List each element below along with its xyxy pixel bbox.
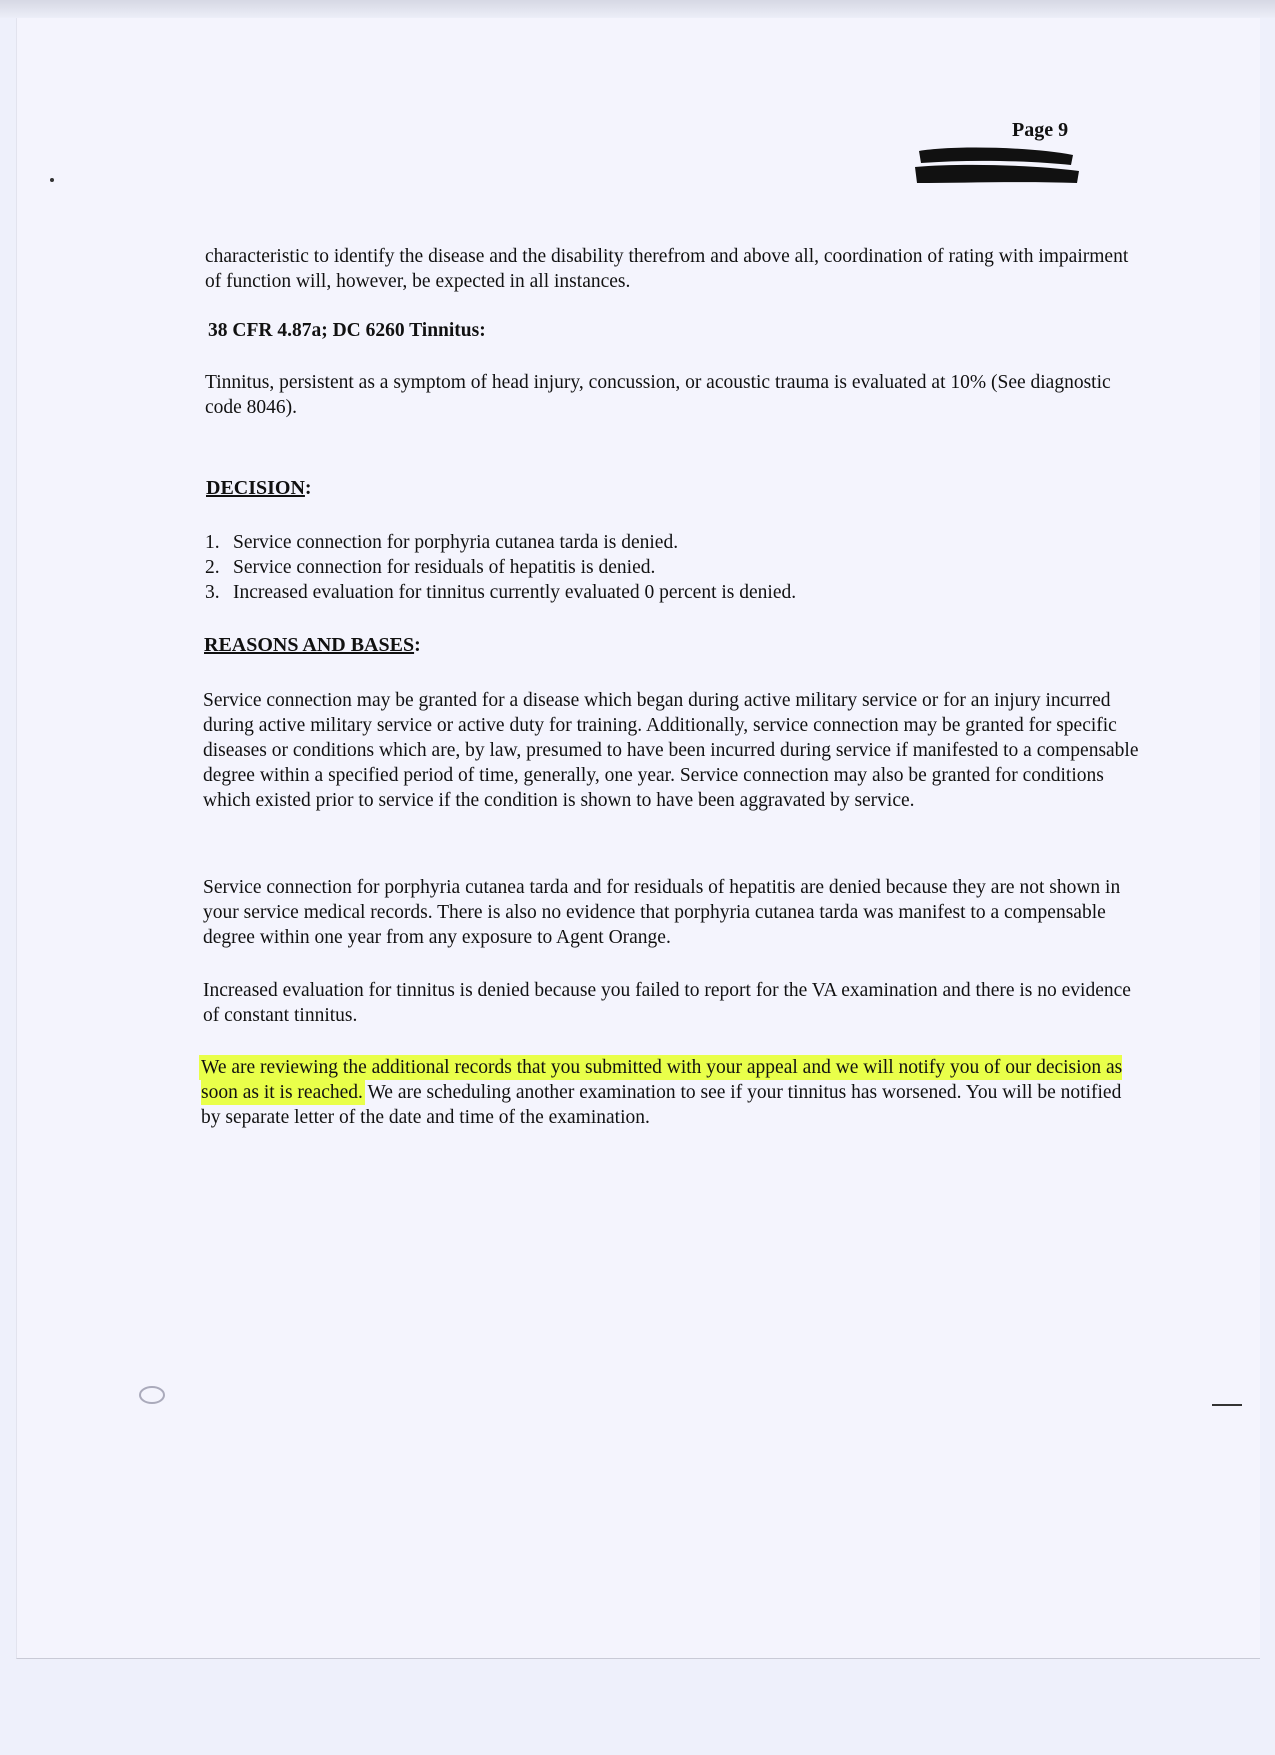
cfr-heading: 38 CFR 4.87a; DC 6260 Tinnitus:	[208, 320, 486, 341]
decision-item	[205, 555, 1105, 580]
reasons-paragraph-1	[203, 688, 1148, 813]
decision-item-text: Increased evaluation for tinnitus currently evaluated 0 percent is denied.	[233, 582, 797, 603]
decision-list	[205, 530, 1105, 605]
reasons-paragraph-3-text: Increased evaluation for tinnitus is denied because you failed to report for the VA examination and there is no evidence of constant tinnitus.	[203, 980, 1131, 1026]
reasons-heading: REASONS AND BASES:	[204, 634, 421, 656]
decision-item-text: Service connection for porphyria cutanea tarda is denied.	[233, 532, 679, 553]
scan-ring-mark	[136, 1384, 168, 1406]
decision-item-number: 2.	[205, 557, 220, 578]
reasons-paragraph-2-text: Service connection for porphyria cutanea tarda and for residuals of hepatitis are denied because they are not shown in your service medical records. There is also no evidence that porphyria cutanea tarda was manifest to a compensable degree within one year from any exposure to Agent Orange.	[203, 877, 1121, 948]
highlighted-text: We are reviewing the additional records that you submitted with your appeal and we will notify you of our decision as soon as it is reached.	[201, 1057, 1123, 1103]
scan-edge-mark	[1212, 1404, 1242, 1406]
page-number: Page 9	[1012, 119, 1069, 141]
redaction-mark	[913, 143, 1081, 189]
reasons-paragraph-4	[201, 1055, 1136, 1130]
intro-paragraph-text: characteristic to identify the disease and the disability therefrom and above all, coordination of rating with impairment of function will, however, be expected in all instances.	[205, 246, 1129, 292]
decision-heading: DECISION:	[206, 477, 312, 499]
paragraph-4-rest: We are scheduling another examination to see if your tinnitus has worsened. You will be notified by separate letter of the date and time of the examination.	[201, 1082, 1122, 1128]
scan-top-edge	[0, 0, 1275, 18]
reasons-paragraph-1-text: Service connection may be granted for a disease which began during active military service or for an injury incurred during active military service or active duty for training. Additionally, service connection may be granted for specific diseases or conditions which are, by law, presumed to have been incurred during service if manifested to a compensable degree within a specified period of time, generally, one year. Service connection may also be granted for conditions which existed prior to service if the condition is shown to have been aggravated by service.	[203, 690, 1139, 811]
decision-item	[205, 530, 1105, 555]
decision-item-number: 1.	[205, 532, 220, 553]
reasons-paragraph-4-text	[201, 1055, 1136, 1130]
tinnitus-paragraph	[205, 370, 1145, 420]
decision-item-text: Service connection for residuals of hepatitis is denied.	[233, 557, 656, 578]
decision-item-number: 3.	[205, 582, 220, 603]
reasons-heading-text: REASONS AND BASES	[204, 634, 415, 656]
decision-heading-text: DECISION	[206, 477, 305, 499]
reasons-paragraph-3	[203, 978, 1138, 1028]
reasons-paragraph-2	[203, 875, 1138, 950]
decision-item	[205, 580, 1105, 605]
tinnitus-paragraph-text: Tinnitus, persistent as a symptom of head injury, concussion, or acoustic trauma is evaluated at 10% (See diagnostic code 8046).	[205, 372, 1111, 418]
scan-dust-mark	[50, 178, 54, 182]
intro-paragraph	[205, 244, 1135, 294]
